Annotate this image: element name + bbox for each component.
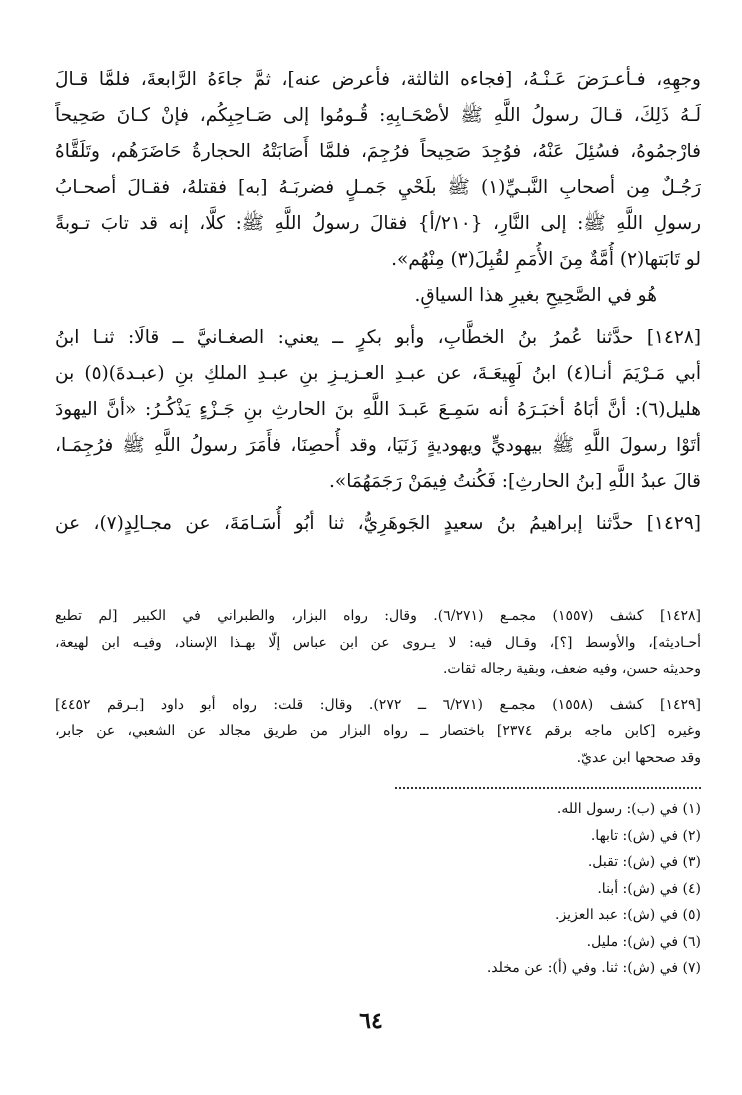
text-line: لو تَابَتها(٢) أُمَّةٌ مِنَ الأُمَمِ لقُبِلَ(٣) مِنْهُم». — [391, 249, 701, 270]
text-line: فارْجمُوهُ، فسُئِلَ عَنْهُ، فوُجِدَ صَحِيحاً فرُجِمَ، فلمَّا أَصَابَتْهُ الحجارةُ حَاضَرَهُم، وتَلَقَّاهُ — [55, 141, 701, 162]
hadith-1429-line: [١٤٢٩] حدَّثنا إبراهيمُ بنُ سعيدٍ الجَوهَرِيُّ، ثنا أبُو أُسَـامَةَ، عن مجـالِدٍ(٧)، عن — [55, 513, 701, 534]
text-line: هُو في الصَّحِيحِ بغيرِ هذا السياقِ. — [414, 285, 657, 306]
hadith-1428-line: [١٤٢٨] حدَّثنا عُمرُ بنُ الخطَّابِ، وأبو بكرٍ ــ يعني: الصغـانيَّ ــ قالَا: ثنـا ابنُ — [55, 327, 701, 348]
variant-note: (٦) في (ش): مليل. — [586, 933, 701, 950]
takhrij-footnotes — [55, 603, 701, 771]
footnote-line: وقد صححها ابن عديّ. — [576, 749, 701, 766]
text-line: وجهِهِ، فـأعـرَضَ عَـنْـهُ، [فجاءه الثالثة، فأعرض عنه]، ثمَّ جاءَهُ الرَّابعةَ، فلمَّا قـالَ — [55, 69, 701, 90]
variant-note: (٣) في (ش): تقبل. — [587, 854, 701, 870]
variant-note: (٥) في (ش): عبد العزيز. — [555, 907, 701, 923]
text-line: رسولِ اللَّهِ ﷺ: إلى النَّارِ، {٢١٠/أ} فقالَ رسولُ اللَّهِ ﷺ: كلَّا، إنه قد تابَ تـوبةً — [55, 213, 701, 234]
variant-note: (٢) في (ش): تابها. — [590, 827, 701, 844]
footnote-line: وحديثه حسن، وفيه ضعف، وبقية رجاله ثقات. — [442, 661, 701, 677]
text-line: قالَ عبدُ اللَّهِ [بنُ الحارثِ]: فَكُنتُ فِيمَنْ رَجَمَهُمَا». — [329, 471, 701, 492]
footnote-line: [١٤٢٨] كشف (١٥٥٧) مجمـع (٦/٢٧١). وقال: رواه البزار، والطبراني في الكبير [لم تطبع — [55, 608, 701, 624]
variant-note: (٤) في (ش): أبنا. — [597, 880, 701, 897]
text-line: أتَوْا رسولَ اللَّهِ ﷺ بيهوديٍّ ويهوديةٍ زَنَيَا، وقد أُحصِنَا، فأَمَرَ رسولُ اللَّهِ ﷺ فرُجِمَـا، — [55, 435, 701, 456]
footnote-line: وغيره [كابن ماجه برقم ٢٣٧٤] باختصار ــ رواه البزار من طريق مجالد عن الشعبي، عن جابر، — [55, 723, 701, 739]
page-number: ٦٤ — [359, 1008, 383, 1034]
footnote-line: أحـاديثه]، والأوسط [؟]، وقـال فيه: لا يـروى عن ابن عباس إلّا بهـذا الإسناد، وفيـه ابن لهيعة، — [55, 634, 701, 651]
variant-notes — [301, 796, 701, 982]
footnote-line: [١٤٢٩] كشف (١٥٥٨) مجمـع (٦/٢٧١ ــ ٢٧٢). وقال: قلت: رواه أبو داود [بـرقم ٤٤٥٢] — [55, 696, 701, 713]
text-line: أبي مَـرْيَمَ أنـا(٤) ابنُ لَهِيعَـةَ، عن عبـدِ العـزيـزِ بنِ عبـدِ الملكِ بنِ (عبـدةَ)(٥) بن — [55, 363, 701, 384]
variant-note: (٧) في (ش): ثنا. وفي (أ): عن مخلد. — [486, 960, 701, 976]
text-line: رَجُـلٌ مِن أصحابِ النَّبـيِّ(١) ﷺ بلَحْيِ جَمـلٍ فضربَـهُ [به] فقتلهُ، فقـالَ أصحـابُ — [55, 177, 701, 198]
variant-note: (١) في (ب): رسول الله. — [556, 801, 701, 817]
text-line: لَـهُ ذَلِكَ، قـالَ رسولُ اللَّهِ ﷺ لأصْحَـابِهِ: قُـومُوا إلى صَـاحِبِكُم، فإنْ كـانَ صَحِيحاً — [55, 105, 701, 126]
text-line: هليل(٦): أنَّ أبَاهُ أخبَـرَهُ أنه سَمِـعَ عَبـدَ اللَّهِ بنَ الحارثِ بنِ جَـزْءٍ يَذْكُـرُ: «أنَّ اليهودَ — [55, 399, 701, 420]
footnote-divider — [395, 787, 701, 789]
main-text — [55, 62, 701, 542]
